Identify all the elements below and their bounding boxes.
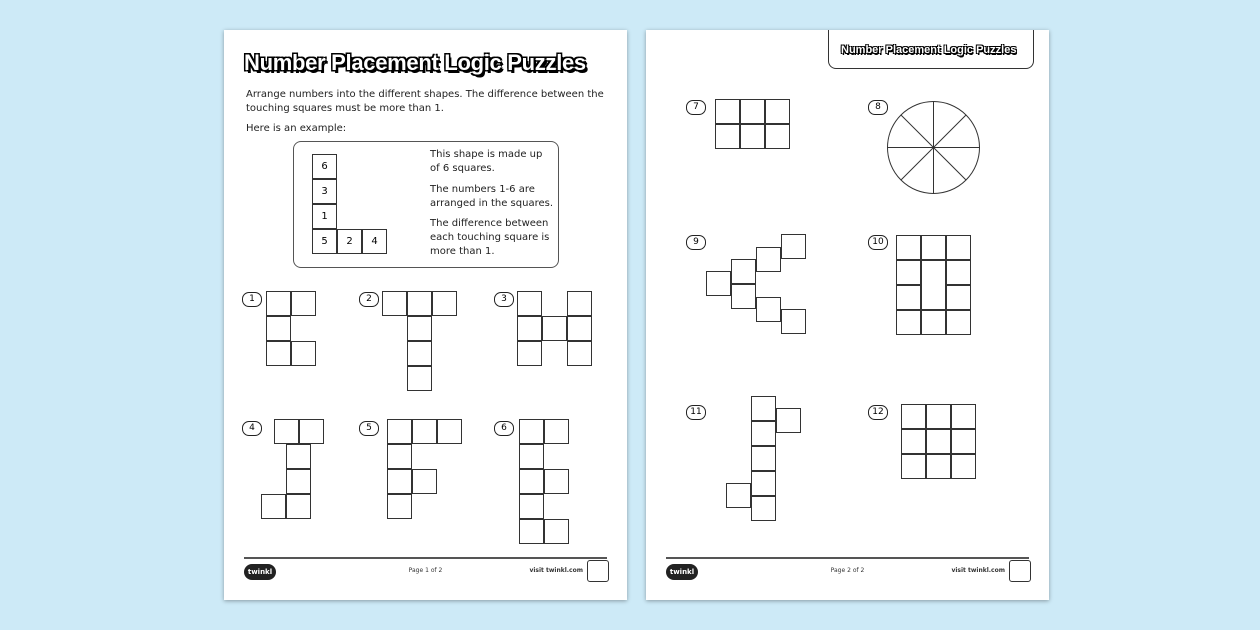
worksheet-page-2 <box>646 30 1049 600</box>
puzzle-square[interactable] <box>517 316 542 341</box>
puzzle-square[interactable] <box>519 494 544 519</box>
puzzle-square[interactable] <box>751 396 776 421</box>
puzzle-square[interactable] <box>567 291 592 316</box>
puzzle-square[interactable] <box>407 341 432 366</box>
puzzle-square[interactable] <box>407 366 432 391</box>
puzzle-square[interactable] <box>519 419 544 444</box>
puzzle-square[interactable] <box>517 341 542 366</box>
page-number: Page 1 of 2 <box>408 567 443 574</box>
puzzle-square[interactable] <box>432 291 457 316</box>
puzzle-square[interactable] <box>286 494 311 519</box>
puzzle-number-label: 8 <box>868 100 888 115</box>
puzzle-square[interactable] <box>299 419 324 444</box>
puzzle-number-label: 4 <box>242 421 262 436</box>
puzzle-number-label: 9 <box>686 235 706 250</box>
puzzle-square[interactable] <box>896 285 921 310</box>
header-tab <box>828 30 1034 69</box>
puzzle-square[interactable] <box>387 419 412 444</box>
puzzle-number-label: 6 <box>494 421 514 436</box>
puzzle-square[interactable] <box>407 316 432 341</box>
puzzle-square[interactable] <box>715 99 740 124</box>
puzzle-square[interactable] <box>261 494 286 519</box>
puzzle-square[interactable] <box>266 341 291 366</box>
puzzle-square[interactable] <box>781 309 806 334</box>
puzzle-square[interactable] <box>731 284 756 309</box>
example-square[interactable]: 1 <box>312 204 337 229</box>
puzzle-number-label: 7 <box>686 100 706 115</box>
puzzle-square[interactable] <box>921 235 946 260</box>
puzzle-square[interactable] <box>519 444 544 469</box>
puzzle-square[interactable] <box>412 419 437 444</box>
page-title: Number Placement Logic Puzzles <box>244 50 586 75</box>
site-link[interactable]: visit twinkl.com <box>529 567 583 574</box>
puzzle-number-label: 3 <box>494 292 514 307</box>
puzzle-square[interactable] <box>544 419 569 444</box>
puzzle-square[interactable] <box>901 454 926 479</box>
puzzle-square[interactable] <box>266 316 291 341</box>
header-title: Number Placement Logic Puzzles <box>841 44 1017 56</box>
puzzle-square[interactable] <box>715 124 740 149</box>
puzzle-square[interactable] <box>896 310 921 335</box>
puzzle-square[interactable] <box>951 404 976 429</box>
puzzle-square[interactable] <box>517 291 542 316</box>
puzzle-square[interactable] <box>926 404 951 429</box>
page-number: Page 2 of 2 <box>830 567 865 574</box>
footer-rule <box>244 557 607 559</box>
puzzle-square[interactable] <box>921 260 946 310</box>
example-note: The difference between each touching square is more than 1. <box>430 218 550 257</box>
puzzle-square[interactable] <box>567 341 592 366</box>
puzzle-square[interactable] <box>896 235 921 260</box>
example-square[interactable]: 5 <box>312 229 337 254</box>
puzzle-square[interactable] <box>776 408 801 433</box>
puzzle-square[interactable] <box>901 429 926 454</box>
worksheet-page-1 <box>224 30 627 600</box>
puzzle-square[interactable] <box>382 291 407 316</box>
puzzle-square[interactable] <box>542 316 567 341</box>
quality-badge-icon <box>1009 560 1031 582</box>
puzzle-square[interactable] <box>765 124 790 149</box>
puzzle-square[interactable] <box>731 259 756 284</box>
puzzle-square[interactable] <box>781 234 806 259</box>
puzzle-square[interactable] <box>765 99 790 124</box>
footer-rule <box>666 557 1029 559</box>
example-note: The numbers 1-6 are arranged in the squares. <box>430 184 554 209</box>
puzzle-square[interactable] <box>951 429 976 454</box>
puzzle-square[interactable] <box>946 260 971 285</box>
puzzle-square[interactable] <box>266 291 291 316</box>
puzzle-square[interactable] <box>706 271 731 296</box>
puzzle-square[interactable] <box>926 454 951 479</box>
puzzle-number-label: 10 <box>868 235 888 250</box>
puzzle-square[interactable] <box>286 469 311 494</box>
puzzle-square[interactable] <box>726 483 751 508</box>
puzzle-square[interactable] <box>407 291 432 316</box>
puzzle-square[interactable] <box>437 419 462 444</box>
example-square[interactable]: 3 <box>312 179 337 204</box>
puzzle-square[interactable] <box>896 260 921 285</box>
puzzle-square[interactable] <box>544 469 569 494</box>
instructions: Arrange numbers into the different shapes. The difference between the touching squares must be more than 1. <box>246 89 604 114</box>
puzzle-square[interactable] <box>756 247 781 272</box>
puzzle-square[interactable] <box>901 404 926 429</box>
puzzle-square[interactable] <box>946 310 971 335</box>
puzzle-square[interactable] <box>519 519 544 544</box>
puzzle-square[interactable] <box>387 469 412 494</box>
puzzle-square[interactable] <box>921 310 946 335</box>
puzzle-square[interactable] <box>751 446 776 471</box>
puzzle-number-label: 11 <box>686 405 706 420</box>
puzzle-square[interactable] <box>291 341 316 366</box>
quality-badge-icon <box>587 560 609 582</box>
puzzle-square[interactable] <box>751 421 776 446</box>
puzzle-square[interactable] <box>567 316 592 341</box>
puzzle-square[interactable] <box>519 469 544 494</box>
puzzle-square[interactable] <box>387 494 412 519</box>
puzzle-square[interactable] <box>751 496 776 521</box>
site-link[interactable]: visit twinkl.com <box>951 567 1005 574</box>
puzzle-square[interactable] <box>291 291 316 316</box>
example-intro: Here is an example: <box>246 123 347 134</box>
twinkl-logo: twinkl <box>244 564 276 580</box>
puzzle-square[interactable] <box>274 419 299 444</box>
puzzle-square[interactable] <box>926 429 951 454</box>
example-square[interactable]: 2 <box>337 229 362 254</box>
puzzle-square[interactable] <box>387 444 412 469</box>
puzzle-square[interactable] <box>740 99 765 124</box>
puzzle-square[interactable] <box>740 124 765 149</box>
puzzle-number-label: 2 <box>359 292 379 307</box>
example-square[interactable]: 4 <box>362 229 387 254</box>
example-square[interactable]: 6 <box>312 154 337 179</box>
puzzle-square[interactable] <box>751 471 776 496</box>
puzzle-number-label: 12 <box>868 405 888 420</box>
puzzle-square[interactable] <box>946 235 971 260</box>
puzzle-square[interactable] <box>946 285 971 310</box>
twinkl-logo: twinkl <box>666 564 698 580</box>
puzzle-8-circle <box>886 100 981 195</box>
puzzle-square[interactable] <box>951 454 976 479</box>
puzzle-square[interactable] <box>756 297 781 322</box>
puzzle-square[interactable] <box>544 519 569 544</box>
puzzle-number-label: 1 <box>242 292 262 307</box>
puzzle-number-label: 5 <box>359 421 379 436</box>
example-note: This shape is made up of 6 squares. <box>430 149 543 174</box>
puzzle-square[interactable] <box>412 469 437 494</box>
puzzle-square[interactable] <box>286 444 311 469</box>
